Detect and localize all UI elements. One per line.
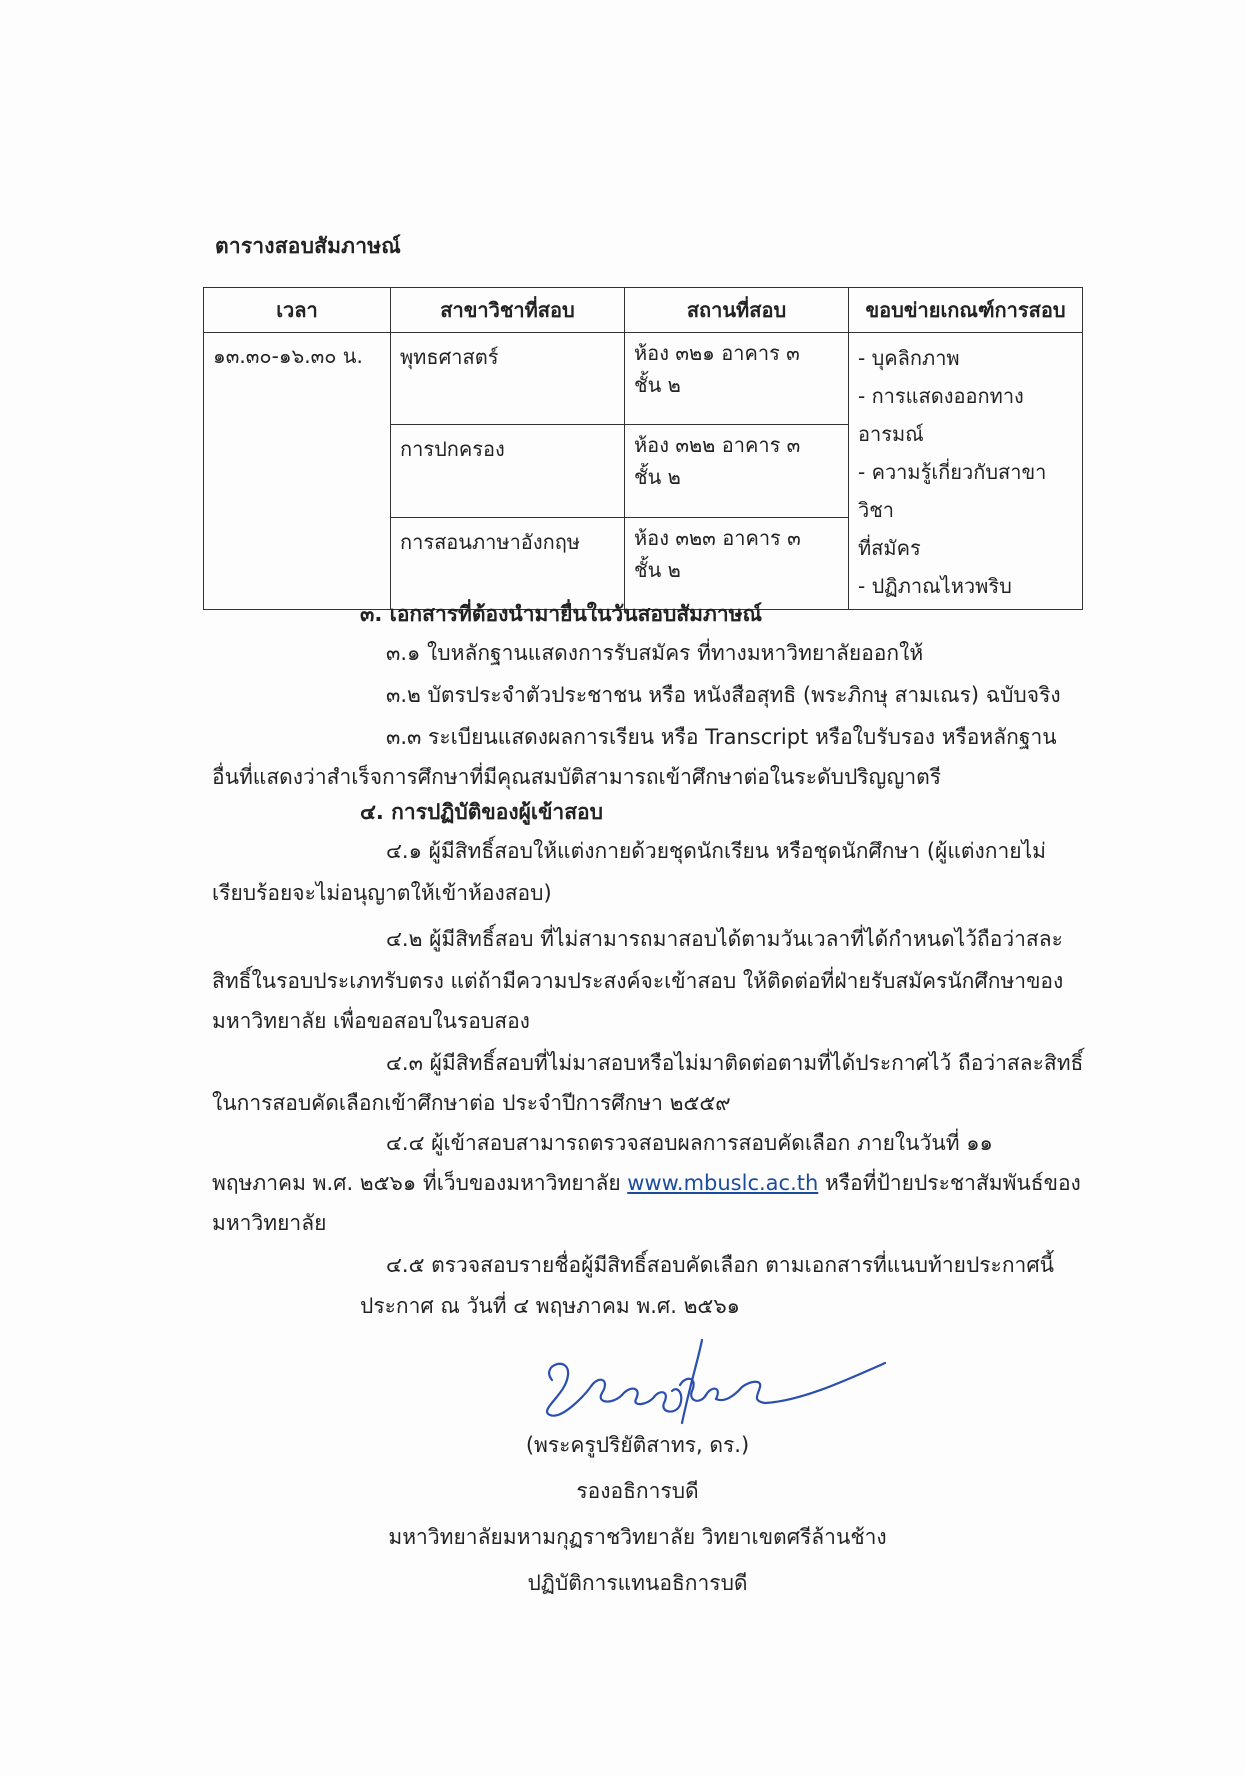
table-header-row [204,288,1083,333]
criteria-line: - การแสดงออกทาง [858,384,1024,408]
criteria-line: อารมณ์ [858,422,924,446]
location-cell [625,517,849,609]
criteria-line: - ความรู้เกี่ยวกับสาขาวิชา [858,460,1047,522]
signatory-institution: มหาวิทยาลัยมหามกุฏราชวิทยาลัย วิทยาเขตศรีล้านช้าง [388,1525,887,1549]
header-subject: สาขาวิชาที่สอบ [391,288,625,333]
section4-item2-line1: ๔.๒ ผู้มีสิทธิ์สอบ ที่ไม่สามารถมาสอบได้ตามวันเวลาที่ได้กำหนดไว้ถือว่าสละ [386,927,1063,951]
section4-item3-line1: ๔.๓ ผู้มีสิทธิ์สอบที่ไม่มาสอบหรือไม่มาติดต่อตามที่ได้ประกาศไว้ ถือว่าสละสิทธิ์ [386,1051,1084,1075]
subject-cell: พุทธศาสตร์ [391,333,625,425]
location-floor: ชั้น ๒ [634,465,681,490]
criteria-line: - บุคลิกภาพ [858,346,960,370]
table-row [204,333,1083,425]
section4-item1-line2: เรียบร้อยจะไม่อนุญาตให้เข้าห้องสอบ) [212,881,552,905]
section4-item4-line3: มหาวิทยาลัย [212,1211,327,1235]
handwritten-signature [530,1325,890,1435]
section4-item2-line3: มหาวิทยาลัย เพื่อขอสอบในรอบสอง [212,1009,530,1033]
signatory-block [0,1422,1245,1606]
section4-item4-text-post: หรือที่ป้ายประชาสัมพันธ์ของ [818,1171,1081,1195]
header-time: เวลา [204,288,391,333]
section3-item2: ๓.๒ บัตรประจำตัวประชาชน หรือ หนังสือสุทธิ (พระภิกษุ สามเณร) ฉบับจริง [386,683,1061,707]
criteria-line: ที่สมัคร [858,536,921,560]
section3-heading: ๓. เอกสารที่ต้องนำมายื่นในวันสอบสัมภาษณ์ [360,602,762,626]
section4-item4-text-pre: พฤษภาคม พ.ศ. ๒๕๖๑ ที่เว็บของมหาวิทยาลัย [212,1171,628,1195]
subject-cell: การสอนภาษาอังกฤษ [391,517,625,609]
section3-item3-line2: อื่นที่แสดงว่าสำเร็จการศึกษาที่มีคุณสมบัติสามารถเข้าศึกษาต่อในระดับปริญญาตรี [212,765,942,789]
location-floor: ชั้น ๒ [634,557,681,582]
location-floor: ชั้น ๒ [634,373,681,397]
section4-item5: ๔.๕ ตรวจสอบรายชื่อผู้มีสิทธิ์สอบคัดเลือก ตามเอกสารที่แนบท้ายประกาศนี้ [386,1253,1055,1277]
signatory-name: (พระครูปริยัติสาทร, ดร.) [525,1433,750,1457]
interview-schedule-table [203,287,1083,610]
section4-item3-line2: ในการสอบคัดเลือกเข้าศึกษาต่อ ประจำปีการศึกษา ๒๕๕๙ [212,1091,731,1115]
schedule-title: ตารางสอบสัมภาษณ์ [215,234,401,258]
signatory-acting: ปฏิบัติการแทนอธิการบดี [527,1571,748,1595]
section3-item3-line1: ๓.๓ ระเบียนแสดงผลการเรียน หรือ Transcript หรือใบรับรอง หรือหลักฐาน [386,725,1057,749]
criteria-cell [849,333,1083,610]
header-criteria: ขอบข่ายเกณฑ์การสอบ [849,288,1083,333]
announcement-date: ประกาศ ณ วันที่ ๔ พฤษภาคม พ.ศ. ๒๕๖๑ [360,1294,740,1318]
location-line: ห้อง ๓๒๒ อาคาร ๓ [634,433,801,458]
location-line: ห้อง ๓๒๓ อาคาร ๓ [634,525,801,550]
section4-heading: ๔. การปฏิบัติของผู้เข้าสอบ [360,800,603,824]
location-cell [625,425,849,517]
signatory-position: รองอธิการบดี [576,1479,699,1503]
subject-cell: การปกครอง [391,425,625,517]
section3-item1: ๓.๑ ใบหลักฐานแสดงการรับสมัคร ที่ทางมหาวิทยาลัยออกให้ [386,641,924,665]
header-location: สถานที่สอบ [625,288,849,333]
criteria-line: - ปฏิภาณไหวพริบ [858,574,1012,598]
section4-item1-line1: ๔.๑ ผู้มีสิทธิ์สอบให้แต่งกายด้วยชุดนักเรียน หรือชุดนักศึกษา (ผู้แต่งกายไม่ [386,839,1046,863]
section4-item2-line2: สิทธิ์ในรอบประเภทรับตรง แต่ถ้ามีความประสงค์จะเข้าสอบ ให้ติดต่อที่ฝ่ายรับสมัครนักศึกษาของ [212,969,1064,993]
university-website-link[interactable]: www.mbuslc.ac.th [627,1171,819,1195]
time-value: ๑๓.๓๐-๑๖.๓๐ น. [213,344,363,368]
section4-item4-line2 [212,1162,1081,1204]
location-cell [625,333,849,425]
section4-item4-line1: ๔.๔ ผู้เข้าสอบสามารถตรวจสอบผลการสอบคัดเลือก ภายในวันที่ ๑๑ [386,1131,993,1155]
time-cell [204,333,391,610]
location-line: ห้อง ๓๒๑ อาคาร ๓ [634,341,800,365]
